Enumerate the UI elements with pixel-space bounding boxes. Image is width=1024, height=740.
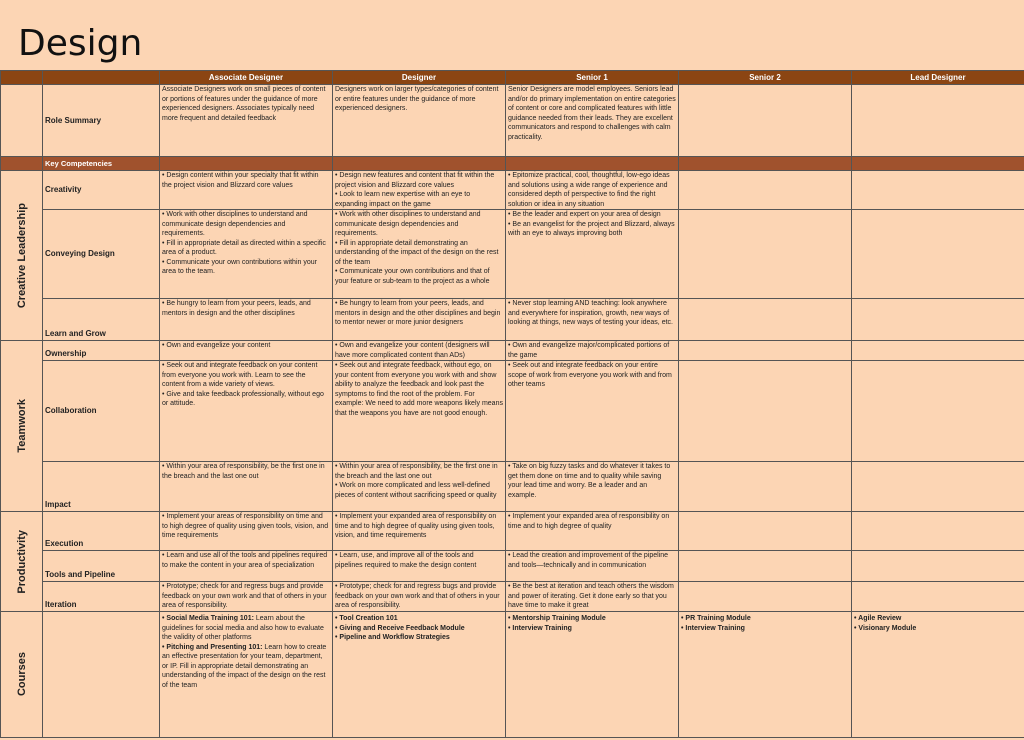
bullet-item: • Work with other disciplines to understand and communicate design dependencies and requirements. [162, 211, 308, 237]
cell [852, 299, 1024, 341]
cell-list [335, 210, 503, 286]
key-competencies-label: Key Competencies [43, 157, 160, 171]
bullet-item: • Be hungry to learn from your peers, leads, and mentors in design and the other disciplines [162, 300, 311, 317]
cell [852, 582, 1024, 612]
bullet-item: • Seek out and integrate feedback, without ego, on your content from everyone you work with and show ability to analyze the feedback and look past the symptoms to find the root of the problem. For example: We need to add more weapons likely means that the weapons you have are not good enough. [335, 362, 503, 417]
cell [506, 462, 679, 512]
row-learn-and-grow [1, 299, 1024, 341]
row-label-learn-and-grow: Learn and Grow [43, 299, 160, 341]
bullet-item: • Own and evangelize major/complicated portions of the game [508, 342, 670, 359]
course-desc: Learn how to create an effective presentation for your team, department, or IP. Fill in appropriate detail demonstrating an understanding of the impact of the design on the rest of the team [162, 643, 327, 689]
cell-list [162, 341, 330, 351]
cell-role-summary-senior2 [679, 85, 852, 157]
bullet-item: • Learn, use, and improve all of the tools and pipelines required to make the design content [335, 552, 477, 569]
group-cell-blank [1, 85, 43, 157]
cell [506, 210, 679, 299]
bullet-item: • Fill in appropriate detail as directed within a specific area of a product. [162, 239, 326, 256]
group-teamwork [1, 341, 43, 512]
bullet-item: • Be an evangelist for the project and Blizzard, always with an eye to always improving both [508, 220, 675, 237]
course-item [162, 614, 330, 643]
cell-role-summary-lead [852, 85, 1024, 157]
cell-list [162, 210, 330, 277]
cell [333, 361, 506, 462]
cell [679, 462, 852, 512]
header-lead-designer: Lead Designer [852, 71, 1024, 85]
bullet-item: • Be the best at iteration and teach others the wisdom and power of iterating. Get it done early so that you have time to make it great [508, 583, 674, 609]
cell-list [508, 512, 676, 531]
cell-list [508, 210, 676, 239]
bullet-item: • Learn and use all of the tools and pipelines required to make the content in your area of specialization [162, 552, 328, 569]
cell [333, 210, 506, 299]
cell [506, 341, 679, 361]
row-label-creativity: Creativity [43, 171, 160, 210]
cell [333, 171, 506, 210]
cell [160, 210, 333, 299]
cell [679, 551, 852, 582]
row-courses [1, 612, 1024, 738]
cell [852, 210, 1024, 299]
bullet-item: • Give and take feedback professionally, without ego or attitude. [162, 390, 324, 407]
row-creativity [1, 171, 1024, 210]
course-item: • Visionary Module [854, 624, 917, 632]
courses-senior2 [679, 612, 852, 738]
cell [506, 512, 679, 551]
group-creative-leadership [1, 171, 43, 341]
cell [506, 361, 679, 462]
cell [679, 341, 852, 361]
bullet-item: • Seek out and integrate feedback on your entire scope of work from everyone you work with and from other teams [508, 362, 672, 388]
cell-list [162, 551, 330, 570]
bullet-item: • Communicate your own contributions and that of your feature or sub-team to the project as a whole [335, 268, 490, 285]
cell [852, 551, 1024, 582]
row-execution [1, 512, 1024, 551]
row-label-tools-and-pipeline: Tools and Pipeline [43, 551, 160, 582]
course-item: • Mentorship Training Module [508, 615, 606, 622]
header-senior-1: Senior 1 [506, 71, 679, 85]
cell-list [508, 361, 676, 390]
cell-list [162, 171, 330, 190]
cell-list [335, 582, 503, 611]
cell [679, 512, 852, 551]
bullet-item: • Look to learn new expertise with an eye to expanding impact on the game [335, 191, 471, 208]
key-competencies-row [1, 157, 1024, 171]
cell [679, 210, 852, 299]
cell [333, 512, 506, 551]
bullet-item: • Never stop learning AND teaching: look anywhere and everywhere for inspiration, growth, new ways of looking at things, new ways of testing your ideas, etc. [508, 300, 673, 326]
group-label: Courses [15, 652, 28, 697]
row-label-iteration: Iteration [43, 582, 160, 612]
row-label-impact: Impact [43, 462, 160, 512]
career-matrix-table [0, 70, 1024, 738]
row-label-execution: Execution [43, 512, 160, 551]
courses-designer [333, 612, 506, 738]
row-label-collaboration: Collaboration [43, 361, 160, 462]
cell [679, 582, 852, 612]
cell [679, 171, 852, 210]
row-label-conveying-design: Conveying Design [43, 210, 160, 299]
header-blank [1, 71, 43, 85]
course-title: • Pitching and Presenting 101: [162, 643, 263, 651]
header-row [1, 71, 1024, 85]
cell [333, 462, 506, 512]
course-item: • Interview Training [508, 624, 572, 632]
row-tools-and-pipeline [1, 551, 1024, 582]
group-label: Creative Leadership [15, 202, 28, 309]
role-summary-row [1, 85, 1024, 157]
cell-list [335, 299, 503, 328]
bullet-item: • Design content within your specialty that fit within the project vision and Blizzard core values [162, 172, 319, 189]
cell [160, 341, 333, 361]
cell [160, 361, 333, 462]
course-list [508, 614, 676, 633]
cell-list [162, 299, 330, 318]
cell-role-summary-senior1: Senior Designers are model employees. Seniors lead and/or do primary implementation on entire categories of content or core and complicated features with little guidance needed from their leads. They are excellent communicators and respond to challenges with calm practicality. [506, 85, 679, 157]
bullet-item: • Be the leader and expert on your area of design [508, 211, 661, 218]
bullet-item: • Epitomize practical, cool, thoughtful, low-ego ideas and solutions using a wide range of experience and considered depth of perspective to find the right solution or idea in any situation [508, 172, 670, 208]
course-item: • Agile Review [854, 615, 902, 622]
cell [852, 512, 1024, 551]
header-designer: Designer [333, 71, 506, 85]
bullet-item: • Lead the creation and improvement of the pipeline and tools—technically and in communication [508, 552, 669, 569]
courses-lead [852, 612, 1024, 738]
kc-fill [160, 157, 333, 171]
group-courses [1, 612, 43, 738]
course-item: • PR Training Module [681, 615, 751, 622]
kc-fill [333, 157, 506, 171]
courses-label-blank [43, 612, 160, 738]
kc-fill [506, 157, 679, 171]
cell-list [508, 462, 676, 500]
cell-list [335, 341, 503, 360]
cell-list [335, 512, 503, 541]
cell-list [508, 551, 676, 570]
course-list [854, 614, 1022, 633]
cell [506, 551, 679, 582]
cell [852, 341, 1024, 361]
page-title: Design [18, 23, 143, 64]
cell [852, 361, 1024, 462]
course-list [681, 614, 849, 633]
course-item: • Interview Training [681, 624, 745, 632]
row-impact [1, 462, 1024, 512]
header-associate-designer: Associate Designer [160, 71, 333, 85]
course-item: • Pipeline and Workflow Strategies [335, 634, 450, 641]
cell [333, 551, 506, 582]
cell [333, 582, 506, 612]
cell-list [508, 171, 676, 209]
cell [333, 341, 506, 361]
courses-senior1 [506, 612, 679, 738]
bullet-item: • Communicate your own contributions within your area to the team. [162, 258, 317, 275]
row-ownership [1, 341, 1024, 361]
cell-list [508, 299, 676, 328]
bullet-item: • Own and evangelize your content [162, 342, 271, 349]
cell [333, 299, 506, 341]
cell-list [162, 361, 330, 409]
course-list [335, 614, 503, 643]
kc-fill [679, 157, 852, 171]
cell-list [508, 582, 676, 611]
bullet-item: • Design new features and content that fit within the project vision and Blizzard core values [335, 172, 495, 189]
row-collaboration [1, 361, 1024, 462]
bullet-item: • Take on big fuzzy tasks and do whatever it takes to get them done on time and to quality while saving your lead time and worry. Be a leader and an example. [508, 463, 671, 499]
bullet-item: • Prototype; check for and regress bugs and provide feedback on your own work and that of others in your area of responsibility. [162, 583, 327, 609]
kc-fill [852, 157, 1024, 171]
cell-list [335, 462, 503, 500]
cell-list [335, 551, 503, 570]
bullet-item: • Own and evangelize your content (designers will have more complicated content than ADs) [335, 342, 490, 359]
cell [506, 582, 679, 612]
cell [506, 171, 679, 210]
bullet-item: • Work on more complicated and less well-defined pieces of content without sacrificing speed or quality [335, 482, 497, 499]
bullet-item: • Implement your expanded area of responsibility on time and to high degree of quality using given tools, vision, and time requirements [335, 513, 497, 539]
bullet-item: • Implement your areas of responsibility on time and to high degree of quality using given tools, vision, and time requirements [162, 513, 329, 539]
cell [852, 462, 1024, 512]
cell [852, 171, 1024, 210]
courses-associate [160, 612, 333, 738]
cell [506, 299, 679, 341]
cell-list [162, 512, 330, 541]
cell [679, 299, 852, 341]
kc-blank [1, 157, 43, 171]
cell-list [162, 462, 330, 481]
header-senior-2: Senior 2 [679, 71, 852, 85]
cell [160, 171, 333, 210]
course-item: • Tool Creation 101 [335, 615, 398, 622]
row-label-ownership: Ownership [43, 341, 160, 361]
cell [679, 361, 852, 462]
bullet-item: • Implement your expanded area of responsibility on time and to high degree of quality [508, 513, 670, 530]
cell [160, 582, 333, 612]
bullet-item: • Be hungry to learn from your peers, leads, and mentors in design and the other disciplines and begin to mentor newer or more junior designers [335, 300, 501, 326]
course-item [162, 643, 330, 691]
group-label: Productivity [15, 529, 28, 594]
bullet-item: • Seek out and integrate feedback on your content from everyone you work with. Learn to see the content from a wide variety of views. [162, 362, 318, 388]
cell [160, 551, 333, 582]
cell-role-summary-designer: Designers work on larger types/categories of content or entire features under the guidance of more experienced designers. [333, 85, 506, 157]
group-productivity [1, 512, 43, 612]
course-item: • Giving and Receive Feedback Module [335, 624, 465, 632]
bullet-item: • Fill in appropriate detail demonstrating an understanding of the impact of the design on the rest of the team [335, 239, 499, 266]
cell-list [162, 582, 330, 611]
group-label: Teamwork [15, 399, 28, 453]
bullet-item: • Work with other disciplines to understand and communicate design dependencies and requirements. [335, 211, 481, 237]
course-desc: Learn about the guidelines for social media and also how to evaluate the validity of other platforms [162, 615, 324, 641]
bullet-item: • Prototype; check for and regress bugs and provide feedback on your own work and that of others in your area of responsibility. [335, 583, 500, 609]
row-label-role-summary: Role Summary [43, 85, 160, 157]
cell-list [335, 361, 503, 418]
cell [160, 462, 333, 512]
bullet-item: • Within your area of responsibility, be the first one in the breach and the last one out [335, 463, 498, 480]
row-conveying-design [1, 210, 1024, 299]
course-title: • Social Media Training 101: [162, 615, 254, 622]
cell [160, 512, 333, 551]
cell-list [335, 171, 503, 209]
header-blank [43, 71, 160, 85]
cell [160, 299, 333, 341]
cell-list [508, 341, 676, 360]
bullet-item: • Within your area of responsibility, be the first one in the breach and the last one out [162, 463, 325, 480]
row-iteration [1, 582, 1024, 612]
cell-role-summary-associate: Associate Designers work on small pieces of content or portions of features under the guidance of more experienced designers. Associates typically need more frequent and detailed feedback [160, 85, 333, 157]
